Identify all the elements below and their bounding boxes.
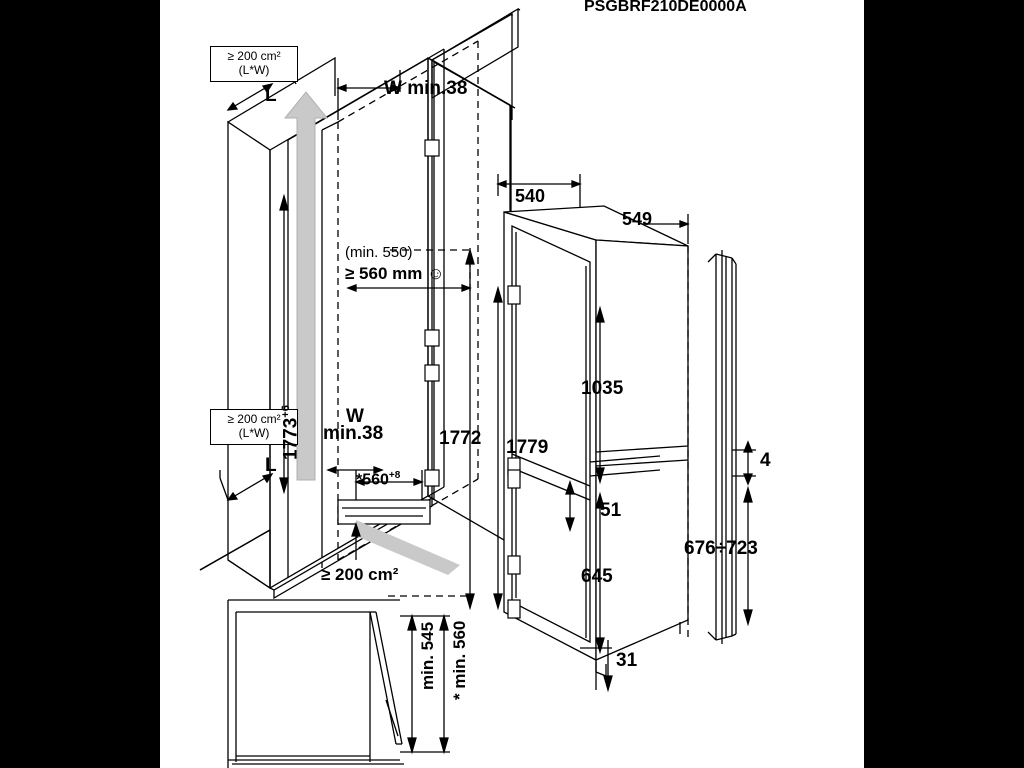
- vent-area-bottom-line1: ≥ 200 cm²: [227, 412, 281, 426]
- depth-31-label: 31: [616, 650, 638, 671]
- niche-note-min550: (min. 550): [345, 244, 413, 261]
- door-min-545-label: min. 545: [418, 621, 437, 690]
- door-min-560-label: * min. 560: [450, 620, 469, 700]
- vent-area-top-label: [210, 46, 298, 82]
- gap-mid-label-w: W: [346, 406, 364, 427]
- height-1035-label: 1035: [581, 378, 624, 399]
- gap-mid-label-min: min.38: [323, 423, 384, 444]
- cavity-height-label: $1773^{+6}$: [280, 405, 302, 460]
- vent-area-top-line1: ≥ 200 cm²: [227, 49, 281, 63]
- height-645-label: 645: [581, 566, 613, 587]
- vent-area-top-line2: (L*W): [238, 62, 270, 77]
- vent-area-base-label: ≥ 200 cm²: [321, 565, 399, 584]
- gap-4-label: 4: [760, 450, 771, 471]
- technical-drawing-svg: [160, 0, 864, 768]
- depth-label-bottom: L: [265, 455, 277, 476]
- height-1772-label: 1772: [439, 428, 482, 449]
- height-1779-label: 1779: [506, 437, 549, 458]
- depth-label-top: L: [265, 85, 277, 106]
- depth-540-label: 540: [515, 186, 546, 206]
- niche-note-560mm: ≥ 560 mm ☺: [345, 264, 445, 283]
- model-code: PSGBRF210DE0000A: [584, 0, 747, 15]
- drawing-sheet: [160, 0, 864, 768]
- vent-area-bottom-line2: (L*W): [238, 425, 270, 440]
- depth-549-label: 549: [622, 209, 653, 229]
- gap-top-label: W min.38: [384, 78, 468, 99]
- range-676-723-label: 676÷723: [684, 538, 758, 559]
- niche-width-label: $*560^{+8}$: [356, 470, 401, 489]
- height-51-label: 51: [600, 500, 622, 521]
